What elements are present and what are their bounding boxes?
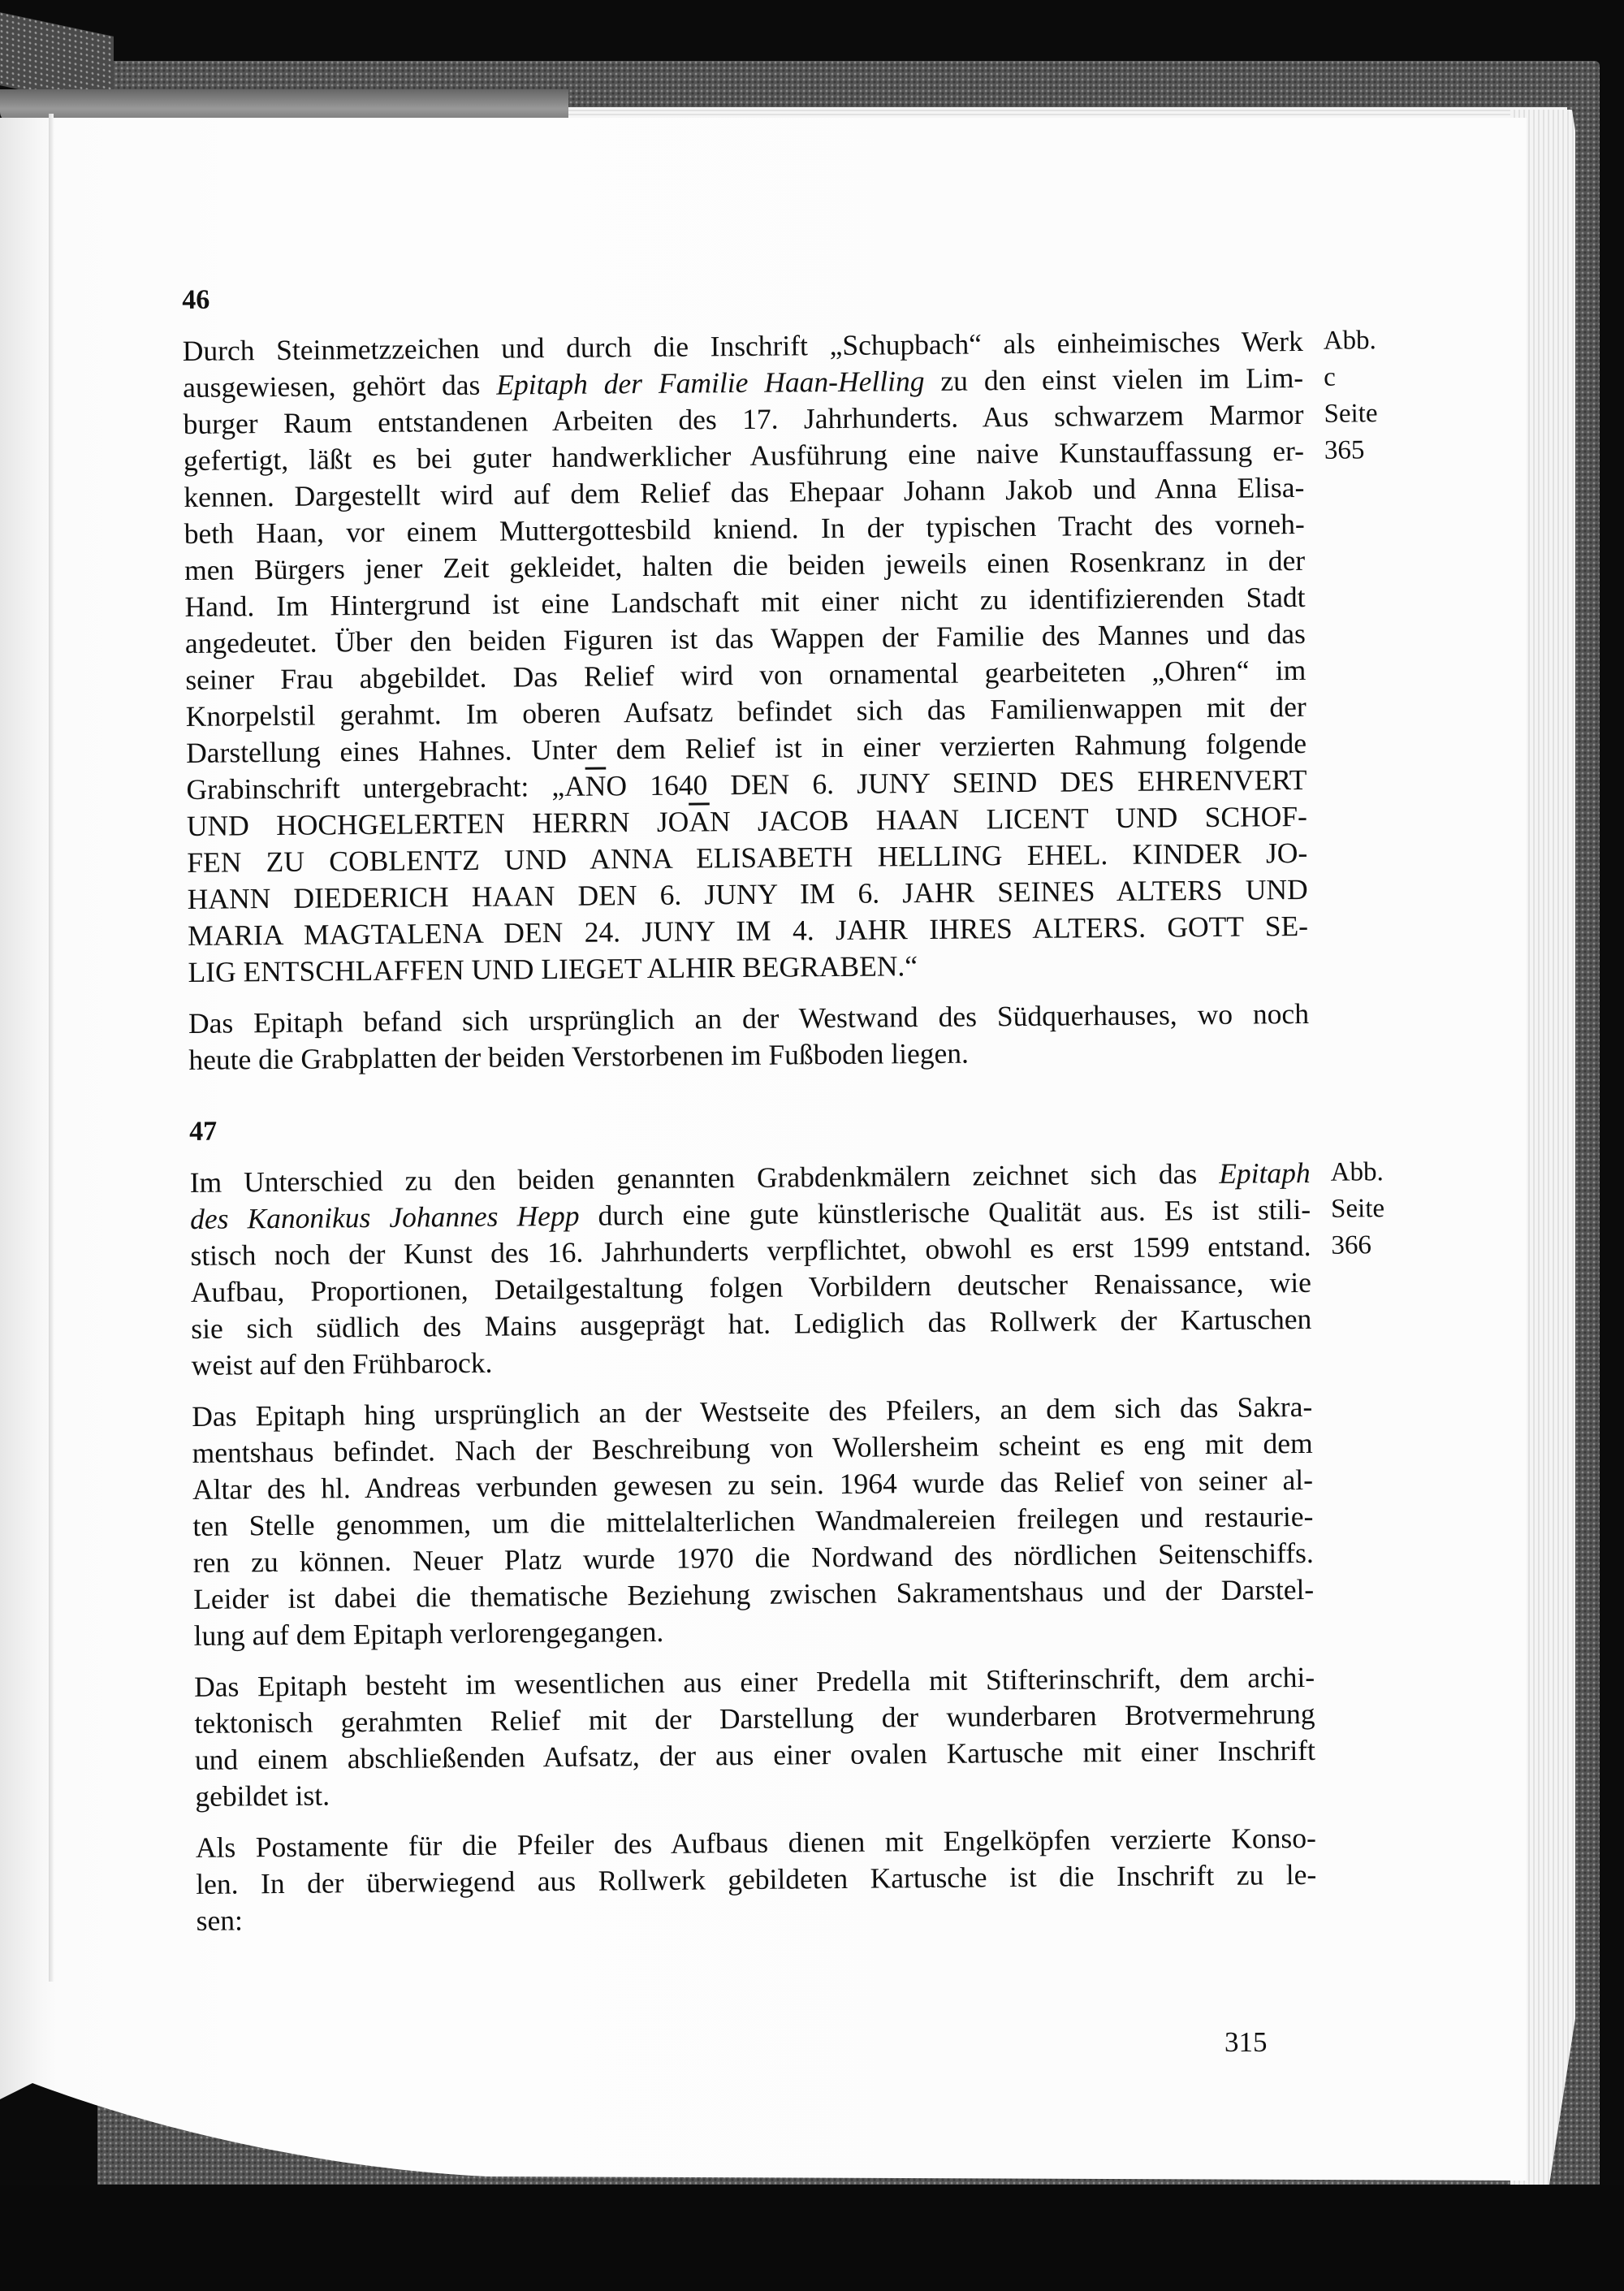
paragraph [194, 1659, 1316, 1815]
paragraph [192, 1389, 1315, 1654]
text-run: Grabinschrift untergebracht: „A [186, 769, 585, 806]
text-run: Altar des hl. Andreas verbunden gewesen zu sein. 1964 wurde das Relief von seiner al- [192, 1463, 1314, 1506]
text-run: Darstellung eines Hahnes. Unter dem Relief ist in einer verzierten Rahmung folgende [185, 726, 1307, 769]
text-run: ren zu können. Neuer Platz wurde 1970 die Nordwand des nördlichen Seitenschiffs. [192, 1536, 1314, 1579]
text-run: FEN ZU COBLENTZ UND ANNA ELISABETH HELLING EHEL. KINDER JO- [187, 836, 1308, 879]
book-headband [0, 89, 568, 122]
text-run: angedeutet. Über den beiden Figuren ist das Wappen der Familie des Mannes und das [184, 616, 1307, 659]
italic-title: Epitaph [1219, 1156, 1311, 1190]
text-run: heute die Grabplatten der beiden Verstorbenen im Fußboden liegen. [188, 1036, 970, 1076]
text-run: $\overline{A}$ [689, 805, 710, 838]
text-run: kennen. Dargestellt wird auf dem Relief das Ehepaar Johann Jakob und Anna Elisa- [184, 470, 1305, 513]
text-run: Hand. Im Hintergrund ist eine Landschaft mit einer nicht zu identifizierenden Stadt [184, 580, 1306, 623]
text-run: stisch noch der Kunst des 16. Jahrhunderts verpflichtet, obwohl es erst 1599 entstand. [190, 1229, 1311, 1272]
text-run: MARIA MAGTALENA DEN 24. JUNY IM 4. JAHR IHRES ALTERS. GOTT SE- [187, 909, 1309, 952]
text-run: Als Postamente für die Pfeiler des Aufbaus dienen mit Engelköpfen verzierte Konso- [195, 1821, 1317, 1864]
page-number: 315 [1224, 2026, 1268, 2058]
text-run: gebildet ist. [195, 1779, 330, 1813]
figure-reference-note [1324, 322, 1379, 469]
text-run: sen: [196, 1904, 244, 1937]
text-run: ausgewiesen, gehört das [183, 368, 497, 404]
text-run: UND HOCHGELERTEN HERRN JO [186, 805, 689, 842]
text-run: Das Epitaph hing ursprünglich an der Westseite des Pfeilers, an dem sich das Sakra- [192, 1390, 1313, 1433]
text-run: Im Unterschied zu den beiden genannten Grabdenkmälern zeichnet sich das [189, 1156, 1220, 1199]
text-run: Das Epitaph befand sich ursprünglich an der Westwand des Südquerhauses, wo noch [188, 996, 1310, 1040]
text-run: Knorpelstil gerahmt. Im oberen Aufsatz befindet sich das Familienwappen mit der [185, 689, 1307, 733]
italic-title: Epitaph der Familie Haan-Helling [496, 365, 925, 401]
text-run: gefertigt, läßt es bei guter handwerklicher Ausführung eine naive Kunstauffassung er- [183, 434, 1305, 477]
text-run: Leider ist dabei die thematische Beziehung zwischen Sakramentshaus und der Darstel- [193, 1572, 1315, 1615]
entry-number: 46 [182, 284, 210, 315]
figure-reference-line: Abb. [1330, 1157, 1384, 1187]
entry-number: 47 [189, 1116, 218, 1147]
text-run: und einem abschließenden Aufsatz, der aus einer ovalen Kartusche mit einer Inschrift [194, 1733, 1316, 1776]
text-run: durch eine gute künstlerische Qualität aus. Es ist stili- [579, 1192, 1311, 1232]
paragraph [196, 1820, 1317, 1939]
figure-reference-line: Seite 365 [1324, 399, 1378, 465]
text-run: HANN DIEDERICH HAAN DEN 6. JUNY IM 6. JAHR SEINES ALTERS UND [187, 872, 1308, 915]
text-run: burger Raum entstandenen Arbeiten des 17. Jahrhunderts. Aus schwarzem Marmor [183, 397, 1304, 440]
text-run: Durch Steinmetzzeichen und durch die Inschrift „Schupbach“ als einheimisches Werk [182, 324, 1303, 367]
figure-reference-note [1330, 1154, 1384, 1264]
text-run: zu den einst vielen im Lim- [924, 361, 1304, 398]
page-text-block [182, 266, 1385, 1954]
figure-reference-line: Abb. c [1323, 326, 1376, 392]
text-run: weist auf den Frühbarock. [191, 1346, 493, 1381]
catalog-entry-46 [182, 266, 1378, 1078]
text-run: tektonisch gerahmten Relief mit der Darstellung der wunderbaren Brotvermehrung [194, 1697, 1315, 1740]
text-run: Das Epitaph besteht im wesentlichen aus einer Predella mit Stifterinschrift, dem archi- [193, 1660, 1315, 1703]
text-run: Aufbau, Proportionen, Detailgestaltung folgen Vorbildern deutscher Renaissance, wie [190, 1265, 1312, 1308]
text-run: LIG ENTSCHLAFFEN UND LIEGET ALHIR BEGRABEN.“ [188, 949, 918, 988]
text-run: men Bürgers jener Zeit gekleidet, halten die beiden jeweils einen Rosenkranz in der [184, 543, 1306, 586]
text-run: len. In der überwiegend aus Rollwerk gebildeten Kartusche ist die Inschrift zu le- [196, 1857, 1317, 1900]
text-run: $\overline{N}$ [585, 769, 607, 802]
paragraph [190, 1155, 1312, 1384]
background-dark [0, 2185, 1624, 2291]
text-run: mentshaus befindet. Nach der Beschreibung von Wollersheim scheint es eng mit dem [192, 1426, 1313, 1469]
text-run: beth Haan, vor einem Muttergottesbild kniend. In der typischen Tracht des vorneh- [184, 507, 1305, 550]
text-run: N JACOB HAAN LICENT UND SCHOF- [709, 799, 1308, 838]
text-run: seiner Frau abgebildet. Das Relief wird von ornamental gearbeiteten „Ohren“ im [185, 653, 1307, 696]
paragraph [188, 996, 1310, 1078]
text-run: ten Stelle genommen, um die mittelalterlichen Wandmalereien freilegen und restaurie- [192, 1499, 1314, 1542]
page-gutter [49, 114, 54, 1982]
italic-title: des Kanonikus Johannes Hepp [189, 1199, 580, 1235]
text-run: O 1640 DEN 6. JUNY SEIND DES EHRENVERT [606, 763, 1307, 802]
figure-reference-line: Seite 366 [1330, 1194, 1385, 1260]
catalog-entry-47 [189, 1098, 1385, 1939]
text-run: lung auf dem Epitaph verlorengegangen. [193, 1615, 664, 1652]
paragraph [183, 323, 1309, 991]
text-run: sie sich südlich des Mains ausgeprägt hat. Lediglich das Rollwerk der Kartuschen [191, 1302, 1312, 1345]
